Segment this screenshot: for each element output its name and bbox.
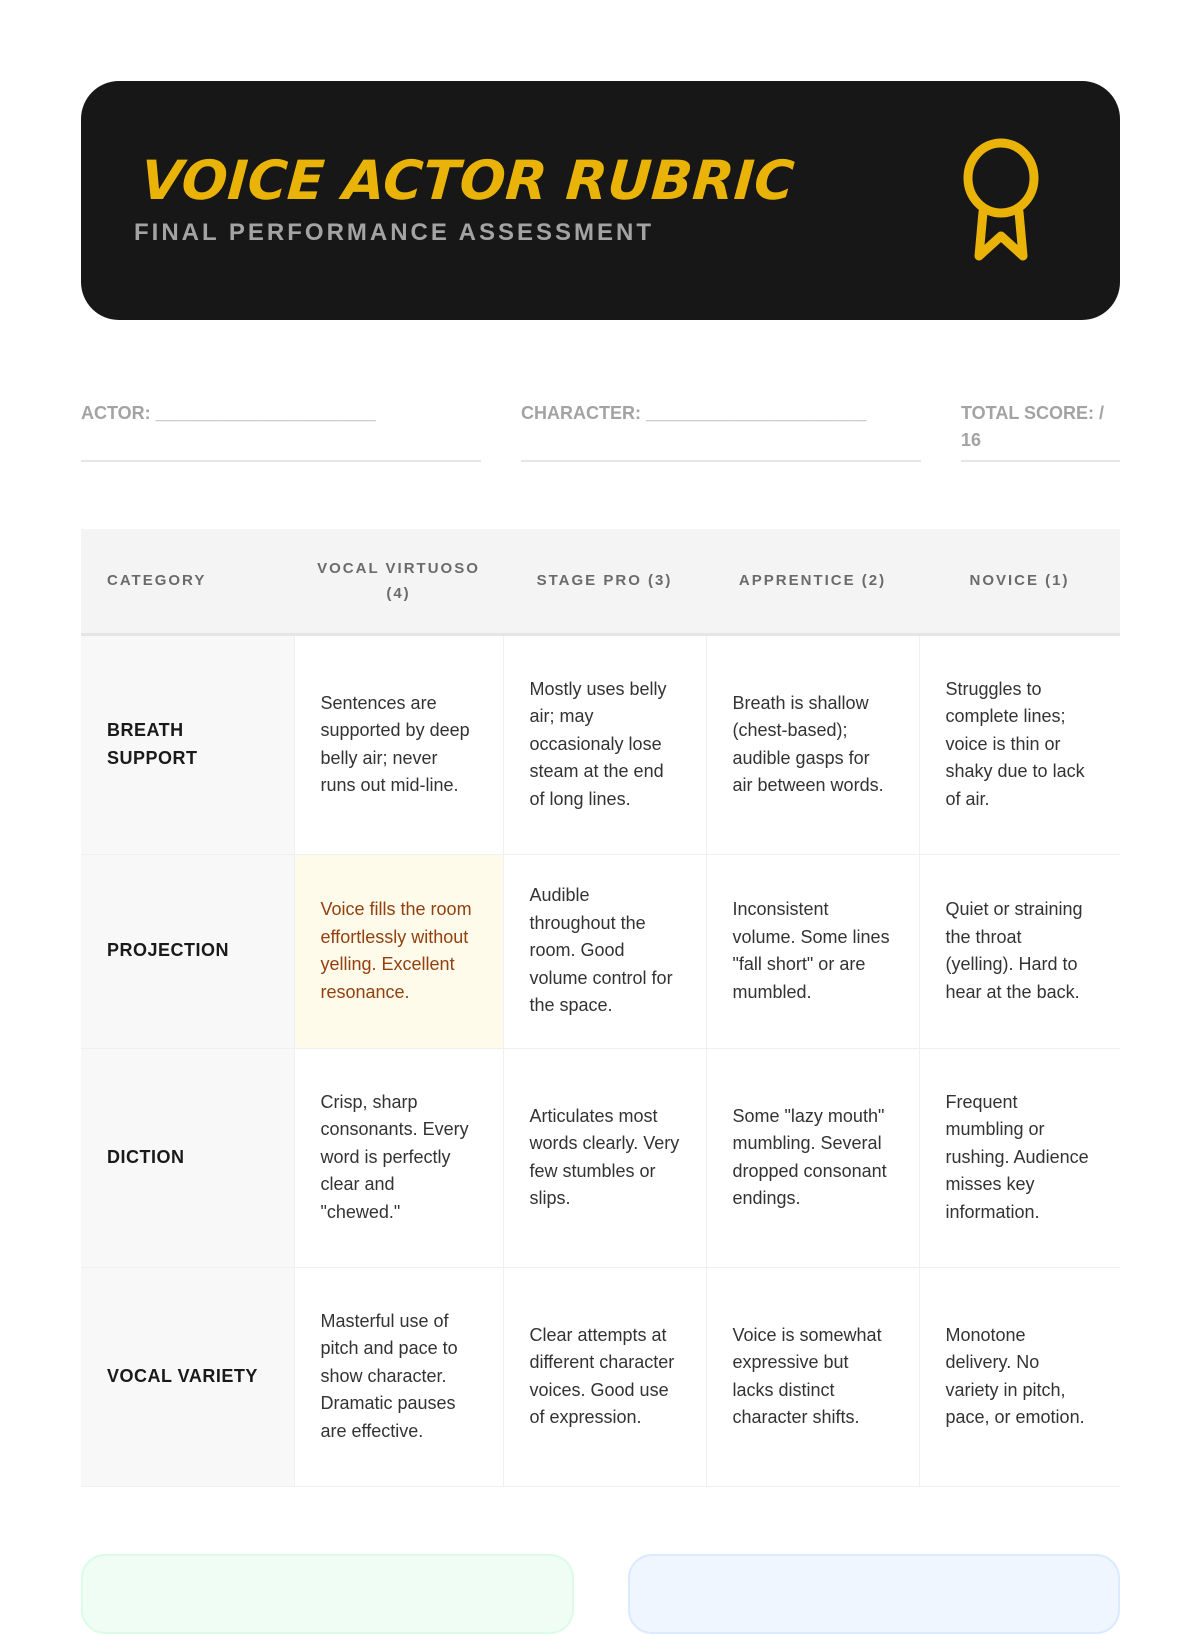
highlighted-rubric-cell: Voice fills the room effortlessly without yelling. Excellent resonance. bbox=[294, 854, 503, 1048]
rubric-cell: Articulates most words clearly. Very few stumbles or slips. bbox=[503, 1048, 706, 1267]
rubric-table bbox=[81, 529, 1120, 1487]
column-header: APPRENTICE (2) bbox=[706, 529, 919, 634]
rubric-cell: Audible throughout the room. Good volume control for the space. bbox=[503, 854, 706, 1048]
page-subtitle: FINAL PERFORMANCE ASSESSMENT bbox=[134, 219, 655, 246]
rubric-cell: Sentences are supported by deep belly air; never runs out mid-line. bbox=[294, 634, 503, 854]
character-field[interactable]: CHARACTER: ______________________ bbox=[521, 400, 921, 462]
column-header: CATEGORY bbox=[81, 529, 294, 634]
table-row bbox=[81, 634, 1120, 854]
table-row bbox=[81, 1048, 1120, 1267]
table-header-row bbox=[81, 529, 1120, 634]
actor-field[interactable]: ACTOR: ______________________ bbox=[81, 400, 481, 462]
category-cell: BREATH SUPPORT bbox=[81, 634, 294, 854]
blue-notes-panel bbox=[628, 1554, 1120, 1634]
column-header: VOCAL VIRTUOSO (4) bbox=[294, 529, 503, 634]
column-header: STAGE PRO (3) bbox=[503, 529, 706, 634]
page-title: VOICE ACTOR RUBRIC bbox=[138, 149, 797, 212]
award-ribbon-icon bbox=[959, 136, 1043, 266]
total-score-field[interactable]: TOTAL SCORE: / 16 bbox=[961, 400, 1120, 462]
header-banner bbox=[81, 81, 1120, 320]
rubric-cell: Monotone delivery. No variety in pitch, pace, or emotion. bbox=[919, 1267, 1120, 1486]
category-cell: VOCAL VARIETY bbox=[81, 1267, 294, 1486]
rubric-cell: Breath is shallow (chest-based); audible gasps for air between words. bbox=[706, 634, 919, 854]
rubric-cell: Frequent mumbling or rushing. Audience misses key information. bbox=[919, 1048, 1120, 1267]
rubric-cell: Masterful use of pitch and pace to show character. Dramatic pauses are effective. bbox=[294, 1267, 503, 1486]
rubric-cell: Quiet or straining the throat (yelling). Hard to hear at the back. bbox=[919, 854, 1120, 1048]
rubric-cell: Inconsistent volume. Some lines "fall short" or are mumbled. bbox=[706, 854, 919, 1048]
table-row bbox=[81, 1267, 1120, 1486]
rubric-cell: Crisp, sharp consonants. Every word is perfectly clear and "chewed." bbox=[294, 1048, 503, 1267]
table-row bbox=[81, 854, 1120, 1048]
green-notes-panel bbox=[81, 1554, 574, 1634]
category-cell: PROJECTION bbox=[81, 854, 294, 1048]
rubric-cell: Clear attempts at different character voices. Good use of expression. bbox=[503, 1267, 706, 1486]
rubric-cell: Struggles to complete lines; voice is thin or shaky due to lack of air. bbox=[919, 634, 1120, 854]
category-cell: DICTION bbox=[81, 1048, 294, 1267]
rubric-cell: Mostly uses belly air; may occasionaly lose steam at the end of long lines. bbox=[503, 634, 706, 854]
rubric-cell: Voice is somewhat expressive but lacks distinct character shifts. bbox=[706, 1267, 919, 1486]
rubric-cell: Some "lazy mouth" mumbling. Several dropped consonant endings. bbox=[706, 1048, 919, 1267]
column-header: NOVICE (1) bbox=[919, 529, 1120, 634]
assessment-fields bbox=[81, 400, 1120, 462]
